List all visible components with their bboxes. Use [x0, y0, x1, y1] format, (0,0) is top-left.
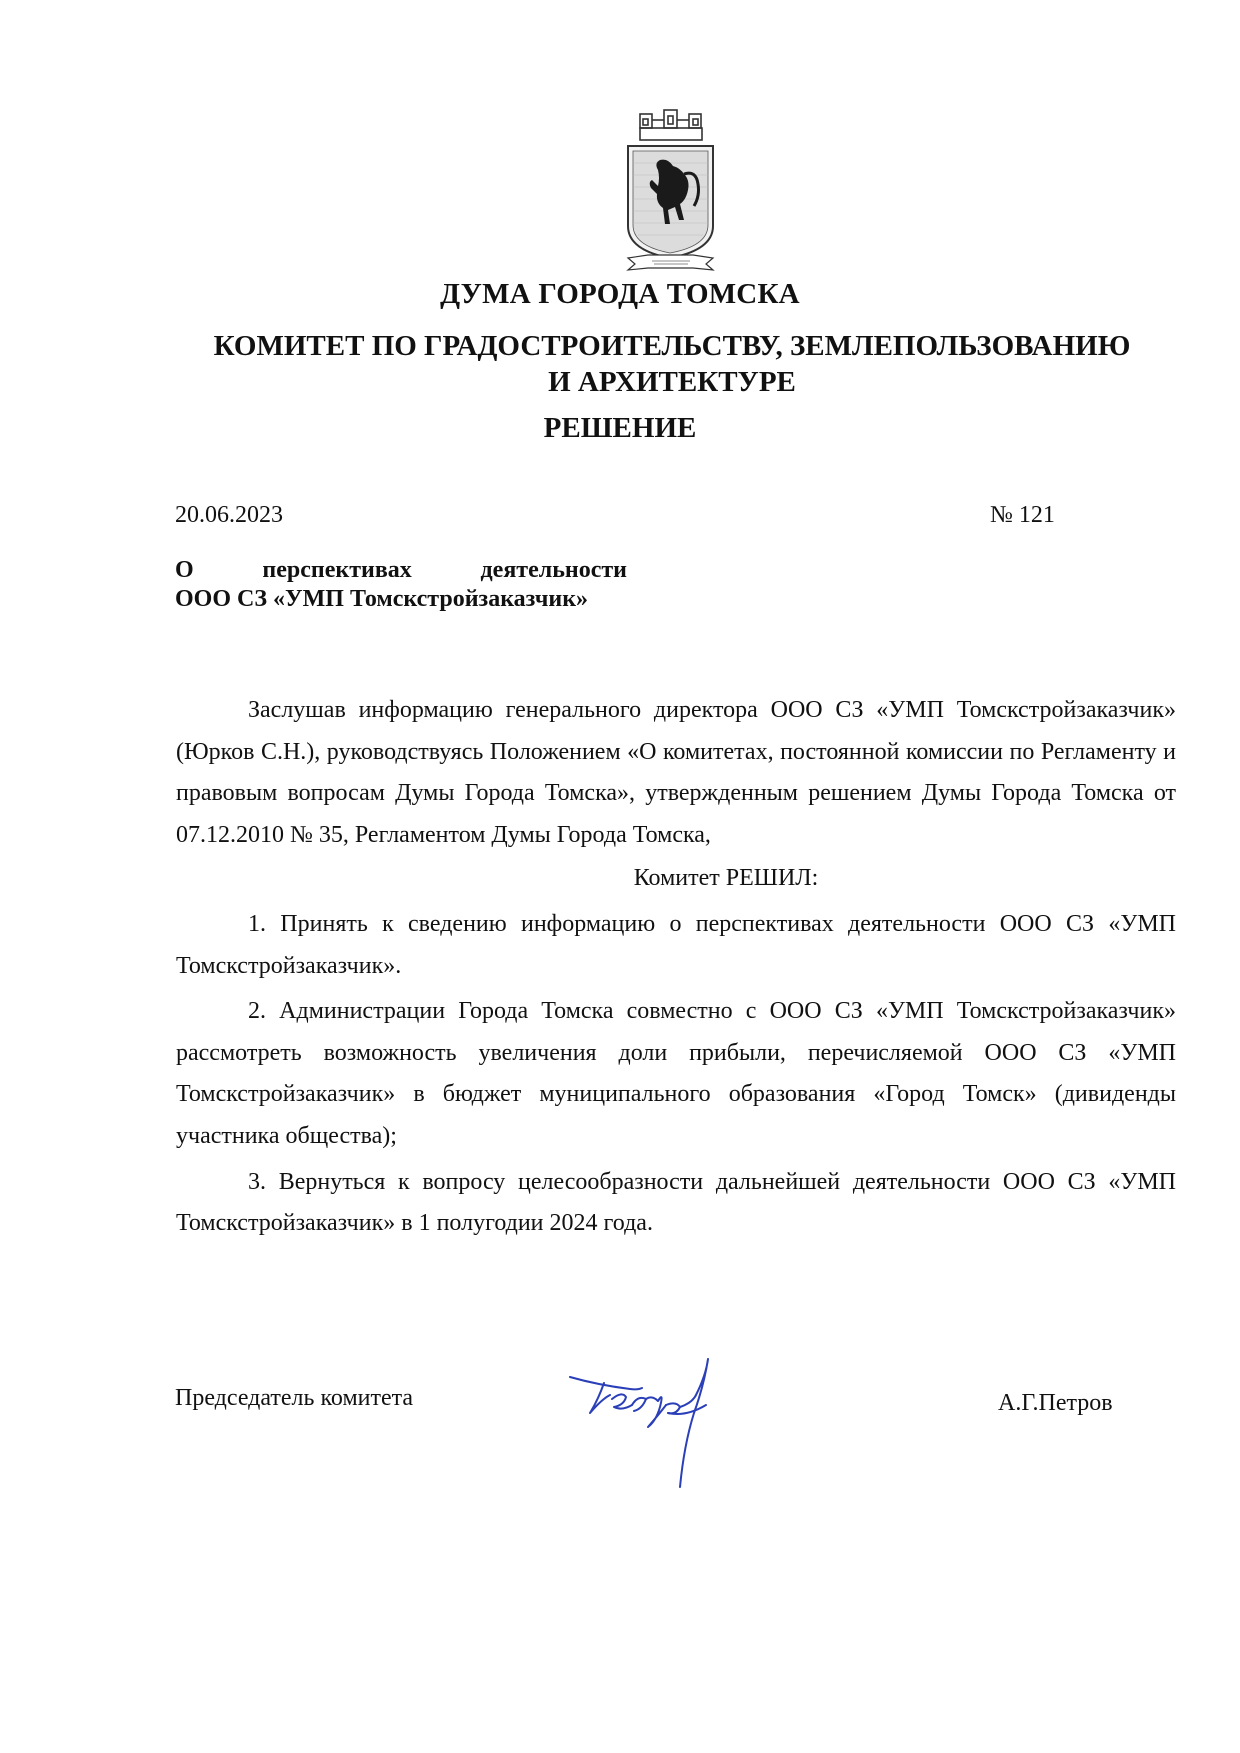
- signatory-role: Председатель комитета: [175, 1385, 414, 1411]
- resolution-item-1: 1. Принять к сведению информацию о перспективах деятельности ООО СЗ «УМП Томскстройзаказчик».: [176, 910, 1176, 979]
- committee-title-line2: И АРХИТЕКТУРЕ: [548, 366, 796, 398]
- document-subject: [175, 556, 627, 614]
- document-date: 20.06.2023: [175, 502, 283, 528]
- committee-title-line1: КОМИТЕТ ПО ГРАДОСТРОИТЕЛЬСТВУ, ЗЕМЛЕПОЛЬЗОВАНИЮ: [213, 330, 1131, 362]
- organization-title: ДУМА ГОРОДА ТОМСКА: [440, 278, 800, 310]
- handwritten-signature: [568, 1355, 768, 1495]
- committee-title: [160, 328, 1184, 400]
- resolution-item-3: 3. Вернуться к вопросу целесообразности дальнейшей деятельности ООО СЗ «УМП Томскстройзаказчик» в 1 полугодии 2024 года.: [176, 1168, 1176, 1237]
- document-number: № 121: [990, 502, 1055, 528]
- subject-line1: О перспективах деятельности: [175, 557, 627, 583]
- preamble-paragraph: Заслушав информацию генерального директора ООО СЗ «УМП Томскстройзаказчик» (Юрков С.Н.), руководствуясь Положением «О комитетах, постоянной комиссии по Регламенту и правовым вопросам Думы Города Томска», утвержденным решением Думы Города Томска от 07.12.2010 № 35, Регламентом Думы Города Томска,: [176, 697, 1176, 848]
- city-coat-of-arms-icon: [618, 108, 723, 280]
- resolution-item-2: 2. Администрации Города Томска совместно с ООО СЗ «УМП Томскстройзаказчик» рассмотреть возможность увеличения доли прибыли, перечисляемой ООО СЗ «УМП Томскстройзаказчик» в бюджет муниципального образования «Город Томск» (дивиденды участника общества);: [176, 998, 1176, 1149]
- resolved-heading: Комитет РЕШИЛ:: [633, 865, 819, 892]
- document-body: [176, 690, 1176, 1245]
- signatory-name: А.Г.Петров: [998, 1390, 1113, 1416]
- subject-line2: ООО СЗ «УМП Томскстройзаказчик»: [175, 586, 589, 612]
- document-type-title: РЕШЕНИЕ: [543, 412, 697, 444]
